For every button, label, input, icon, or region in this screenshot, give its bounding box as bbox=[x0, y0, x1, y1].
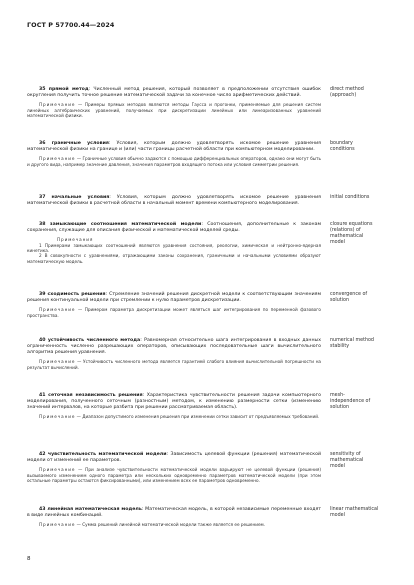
term-number: 40 bbox=[39, 338, 46, 343]
english-term-text: direct method (approach) bbox=[330, 87, 364, 99]
term-text: : Стремление значений решения дискретной модели к соответствующим значениям решения континуальной модели при стремлении к нулю параметров дискретизации. bbox=[27, 292, 321, 304]
term-definition bbox=[27, 507, 321, 519]
term-name: чувствительность математической модели bbox=[47, 452, 167, 457]
term-number: 38 bbox=[39, 222, 46, 227]
english-term-42 bbox=[330, 452, 400, 470]
term-note: Примечание — Диапазон допустимого изменения решения при изменении сетки зависит от предъявляемых требований. bbox=[39, 414, 320, 420]
term-definition bbox=[27, 393, 321, 411]
english-term-36 bbox=[330, 141, 400, 153]
note-text: Устойчивость численного метода является гарантией слабого влияния вычислительной погрешности на результат вычислений. bbox=[27, 359, 321, 370]
term-definition bbox=[27, 222, 321, 234]
term-definition bbox=[27, 141, 321, 153]
note-label: Примечание bbox=[39, 522, 76, 528]
term-name: линейная математическая модель bbox=[47, 507, 142, 512]
english-term-text: linear mathematical model bbox=[330, 507, 379, 519]
term-entry-43 bbox=[27, 507, 321, 528]
term-number: 36 bbox=[39, 141, 46, 146]
term-note: Примечание — Граничные условия обычно задаются с помощью дифференциальных операторов, однако они могут быть и другого вида, например значение давления, значения параметров входящего потока или условия симметрии решения. bbox=[27, 156, 322, 167]
term-name: устойчивость численного метода bbox=[47, 338, 141, 343]
term-entry-37 bbox=[27, 195, 321, 207]
note-label: Примечание bbox=[39, 156, 76, 162]
term-text: : Численный метод решения, который позволяет в предположении отсутствия ошибок округления получить точное решение математической задачи за конечное число арифметических действий. bbox=[27, 87, 321, 99]
english-term-text: sensitivity of mathematical model bbox=[330, 452, 364, 470]
english-term-37 bbox=[330, 195, 400, 201]
term-note: Примечание — Примеры прямых методов являются методы Гаусса и прогонки, применяемые для решения систем линейных алгебраических уравнений, получаемых при дискретизации линейных или линеаризованных уравнений математической физики. bbox=[27, 102, 321, 118]
notes-heading: Примечания bbox=[57, 237, 94, 243]
note-text: Диапазон допустимого изменения решения при изменении сетки зависит от предъявляемых требований. bbox=[82, 414, 320, 420]
term-number: 43 bbox=[39, 507, 46, 512]
english-term-text: boundary conditions bbox=[330, 141, 355, 153]
term-note: Примечание — При анализе чувствительности математической модели варьируют не целевой функции (решения) вызываемого изменением одного параметра или нескольких одновременно параметров математической модели (при этом остальные параметры остаются фиксированными), или изменением всех ее параметров одновременно. bbox=[27, 467, 321, 483]
note-text: Граничные условия обычно задаются с помощью дифференциальных операторов, однако они могут быть и другого вида, например значение давления, значения параметров входящего потока или условия симметрии решения. bbox=[27, 156, 322, 167]
term-name: замыкающие соотношения математической модели bbox=[49, 222, 202, 227]
term-definition bbox=[27, 292, 321, 304]
term-entry-39 bbox=[27, 292, 321, 318]
note-text: Примером параметра дискретизации может являться шаг интегрирования по переменной фазового пространства. bbox=[27, 307, 321, 318]
note-label: Примечание bbox=[39, 467, 76, 473]
term-text: : Зависимость целевой функции (решения) математической модели от изменений ее параметров. bbox=[27, 452, 321, 464]
document-header: ГОСТ Р 57700.44—2024 bbox=[27, 21, 115, 29]
note-label: Примечание bbox=[39, 307, 76, 313]
term-entry-42 bbox=[27, 452, 321, 483]
term-number: 35 bbox=[39, 87, 46, 92]
term-name: начальные условия bbox=[51, 195, 110, 200]
english-term-text: initial conditions bbox=[330, 195, 370, 200]
note-label: Примечание bbox=[39, 102, 76, 108]
term-definition bbox=[27, 338, 321, 356]
term-entry-41 bbox=[27, 393, 321, 420]
term-number: 37 bbox=[39, 195, 46, 200]
term-entry-36 bbox=[27, 141, 321, 167]
note-text: Сумма решений линейной математической модели также является ее решением. bbox=[82, 522, 266, 528]
term-text: : Характеристика чувствительности решения задачи компьютерного моделирования, полученного сеточным (разностным) методом, к изменению размерности сетки (изменению значений интервалов, на которые разбита при решении рассматриваемая область). bbox=[27, 393, 321, 411]
term-name: сходимость решения bbox=[47, 292, 106, 297]
term-definition bbox=[27, 195, 321, 207]
english-term-40 bbox=[330, 338, 400, 350]
term-entry-38 bbox=[27, 222, 321, 264]
term-number: 39 bbox=[39, 292, 46, 297]
english-term-text: mesh- independence of solution bbox=[330, 393, 371, 411]
english-term-41 bbox=[330, 393, 400, 411]
english-term-text: convergence of solution bbox=[330, 292, 368, 304]
term-number: 41 bbox=[39, 393, 46, 398]
term-text: : Соотношения, дополнительные к законам сохранения, служащие для описания физической и математической моделей среды. bbox=[27, 222, 321, 234]
note-text: Примеры прямых методов являются методы Гаусса и прогонки, применяемые для решения систем линейных алгебраических уравнений, получаемых при дискретизации линейных или линеаризованных уравнений математической физики. bbox=[27, 102, 321, 118]
term-entry-35 bbox=[27, 87, 321, 118]
term-name: граничные условия bbox=[51, 141, 109, 146]
term-text: : Равномерная относительно шага интегрирования в входных данных ограниченность численно разрешающих операторов, описывающих последовательные шаги вычислительного алгоритма решения уравнения. bbox=[27, 338, 321, 356]
english-term-39 bbox=[330, 292, 400, 304]
english-term-35 bbox=[330, 87, 400, 99]
note-text: При анализе чувствительности математической модели варьируют не целевой функции (решения) вызываемого изменением одного параметра или нескольких одновременно параметров математической модели (при этом остальные параметры остаются фиксированными), или изменением всех ее параметров одновременно. bbox=[27, 467, 321, 483]
english-term-43 bbox=[330, 507, 400, 519]
term-name: сеточная независимость решения bbox=[48, 393, 143, 398]
term-text: : Условия, которым должно удовлетворять искомое решение уравнения математической физики на границе и (или) части границы расчетной области при компьютерном моделировании. bbox=[27, 141, 321, 153]
term-entry-40 bbox=[27, 338, 321, 370]
term-number: 42 bbox=[39, 452, 46, 457]
term-note: Примечание — Устойчивость численного метода является гарантией слабого влияния вычислительной погрешности на результат вычислений. bbox=[27, 359, 321, 370]
note-label: Примечание bbox=[39, 359, 76, 365]
term-note: Примечание — Сумма решений линейной математической модели также является ее решением. bbox=[39, 522, 266, 528]
term-text: : Математическая модель, в которой независимые переменные входят в виде линейных комбинаций. bbox=[27, 507, 321, 519]
subnote-2: 2 В совокупности с уравнениями, отражающими законы сохранения, граничными и начальными условиями образуют математическую модель. bbox=[27, 253, 321, 264]
term-text: : Условия, которым должно удовлетворять искомое решение уравнения математической физики в расчетной области в начальный момент времени компьютерного моделирования. bbox=[27, 195, 321, 207]
english-term-38 bbox=[330, 222, 400, 246]
page-number: 8 bbox=[27, 556, 31, 562]
term-definition bbox=[27, 87, 321, 99]
subnote-1: 1 Примерами замыкающих соотношений являются уравнения состояния, реологии, химическая и нейтронно-ядерная кинетика. bbox=[27, 242, 321, 253]
english-term-text: closure equations (relations) of mathematical model bbox=[330, 222, 373, 246]
english-term-text: numerical method stability bbox=[330, 338, 374, 350]
term-definition bbox=[27, 452, 321, 464]
note-label: Примечание bbox=[39, 414, 76, 420]
term-name: прямой метод bbox=[48, 87, 89, 92]
term-note: Примечание — Примером параметра дискретизации может являться шаг интегрирования по переменной фазового пространства. bbox=[27, 307, 321, 318]
